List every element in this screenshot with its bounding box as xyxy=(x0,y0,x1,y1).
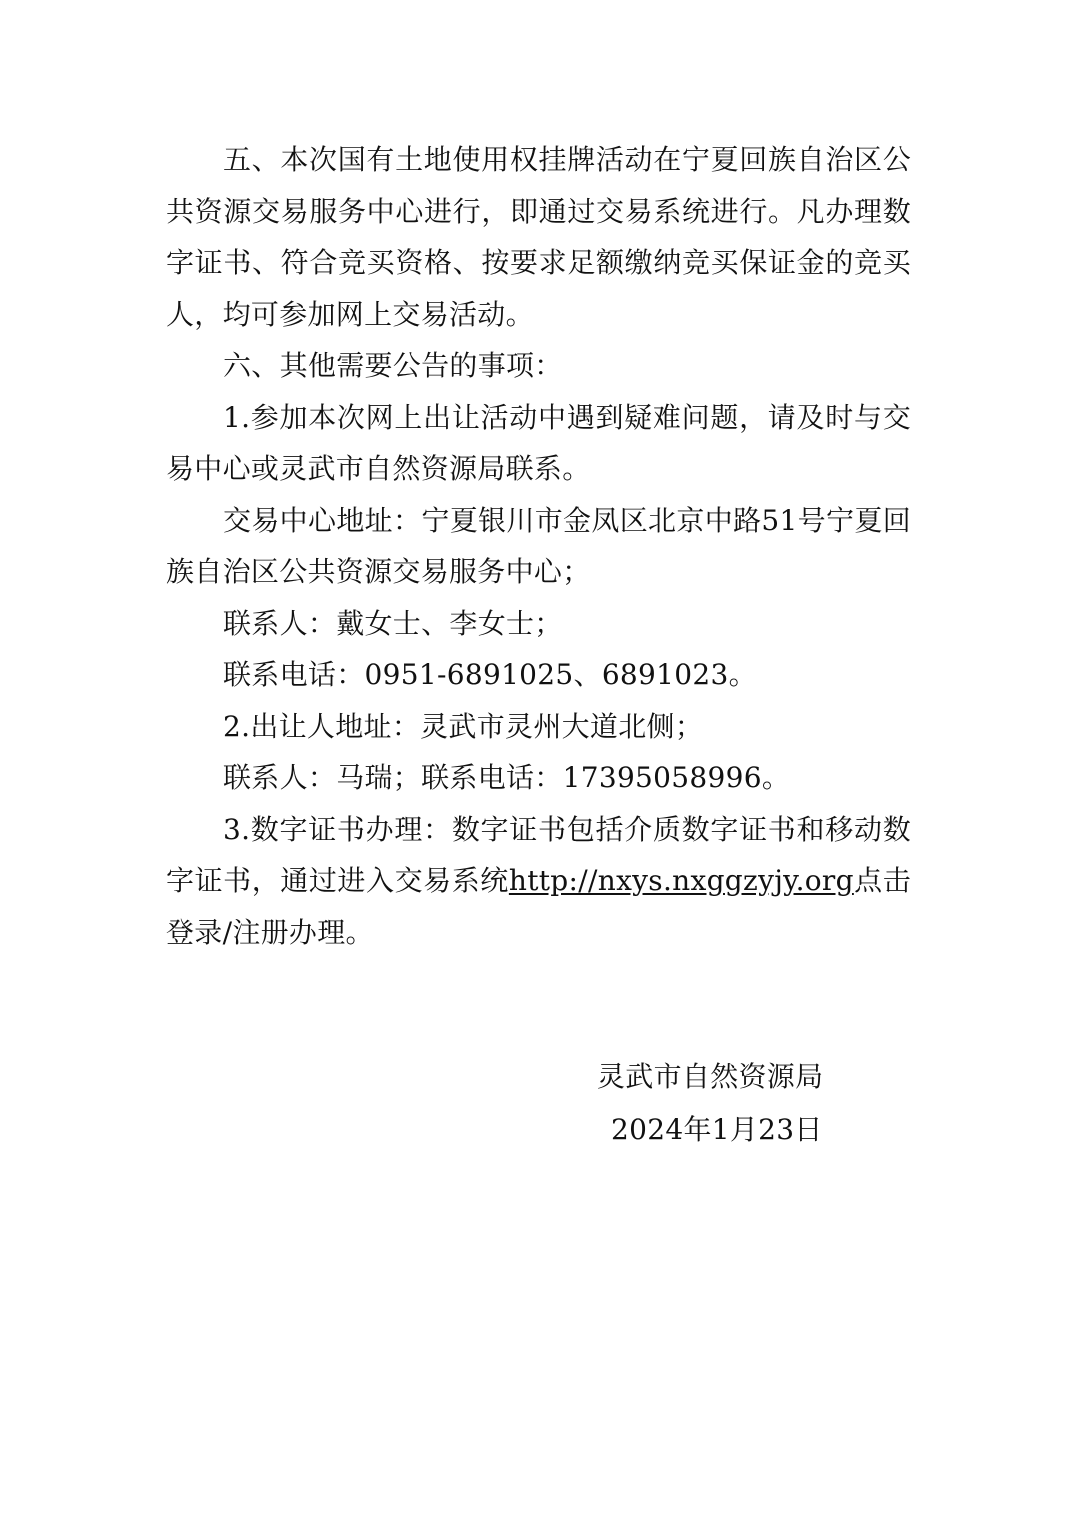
signature-org: 灵武市自然资源局 xyxy=(597,1060,824,1093)
signature-block xyxy=(597,1050,857,1156)
item-3 xyxy=(166,804,911,959)
paragraph-5: 五、本次国有土地使用权挂牌活动在宁夏回族自治区公共资源交易服务中心进行，即通过交易系统进行。凡办理数字证书、符合竞买资格、按要求足额缴纳竞买保证金的竞买人，均可参加网上交易活动。 xyxy=(166,143,911,331)
seller-contact: 联系人：马瑞；联系电话：17395058996。 xyxy=(223,761,791,794)
item-1: 1.参加本次网上出让活动中遇到疑难问题，请及时与交易中心或灵武市自然资源局联系。 xyxy=(166,400,911,485)
signature-date: 2024年1月23日 xyxy=(611,1113,823,1146)
paragraph-6: 六、其他需要公告的事项： xyxy=(223,349,563,382)
item-2: 2.出让人地址：灵武市灵州大道北侧； xyxy=(223,709,704,743)
center-phone: 联系电话：0951-6891025、6891023。 xyxy=(223,658,757,691)
center-address: 交易中心地址：宁夏银川市金凤区北京中路51号宁夏回族自治区公共资源交易服务中心； xyxy=(166,503,911,588)
trading-system-link[interactable]: http://nxys.nxggzyjy.org xyxy=(508,864,854,897)
item-3-suffix: 点击登录/注册办理。 xyxy=(166,864,911,949)
item-3-prefix: 3.数字证书办理：数字证书包括介质数字证书和移动数字证书，通过进入交易系统 xyxy=(166,812,911,897)
announcement-body xyxy=(166,134,911,958)
center-contact: 联系人：戴女士、李女士； xyxy=(223,606,563,640)
